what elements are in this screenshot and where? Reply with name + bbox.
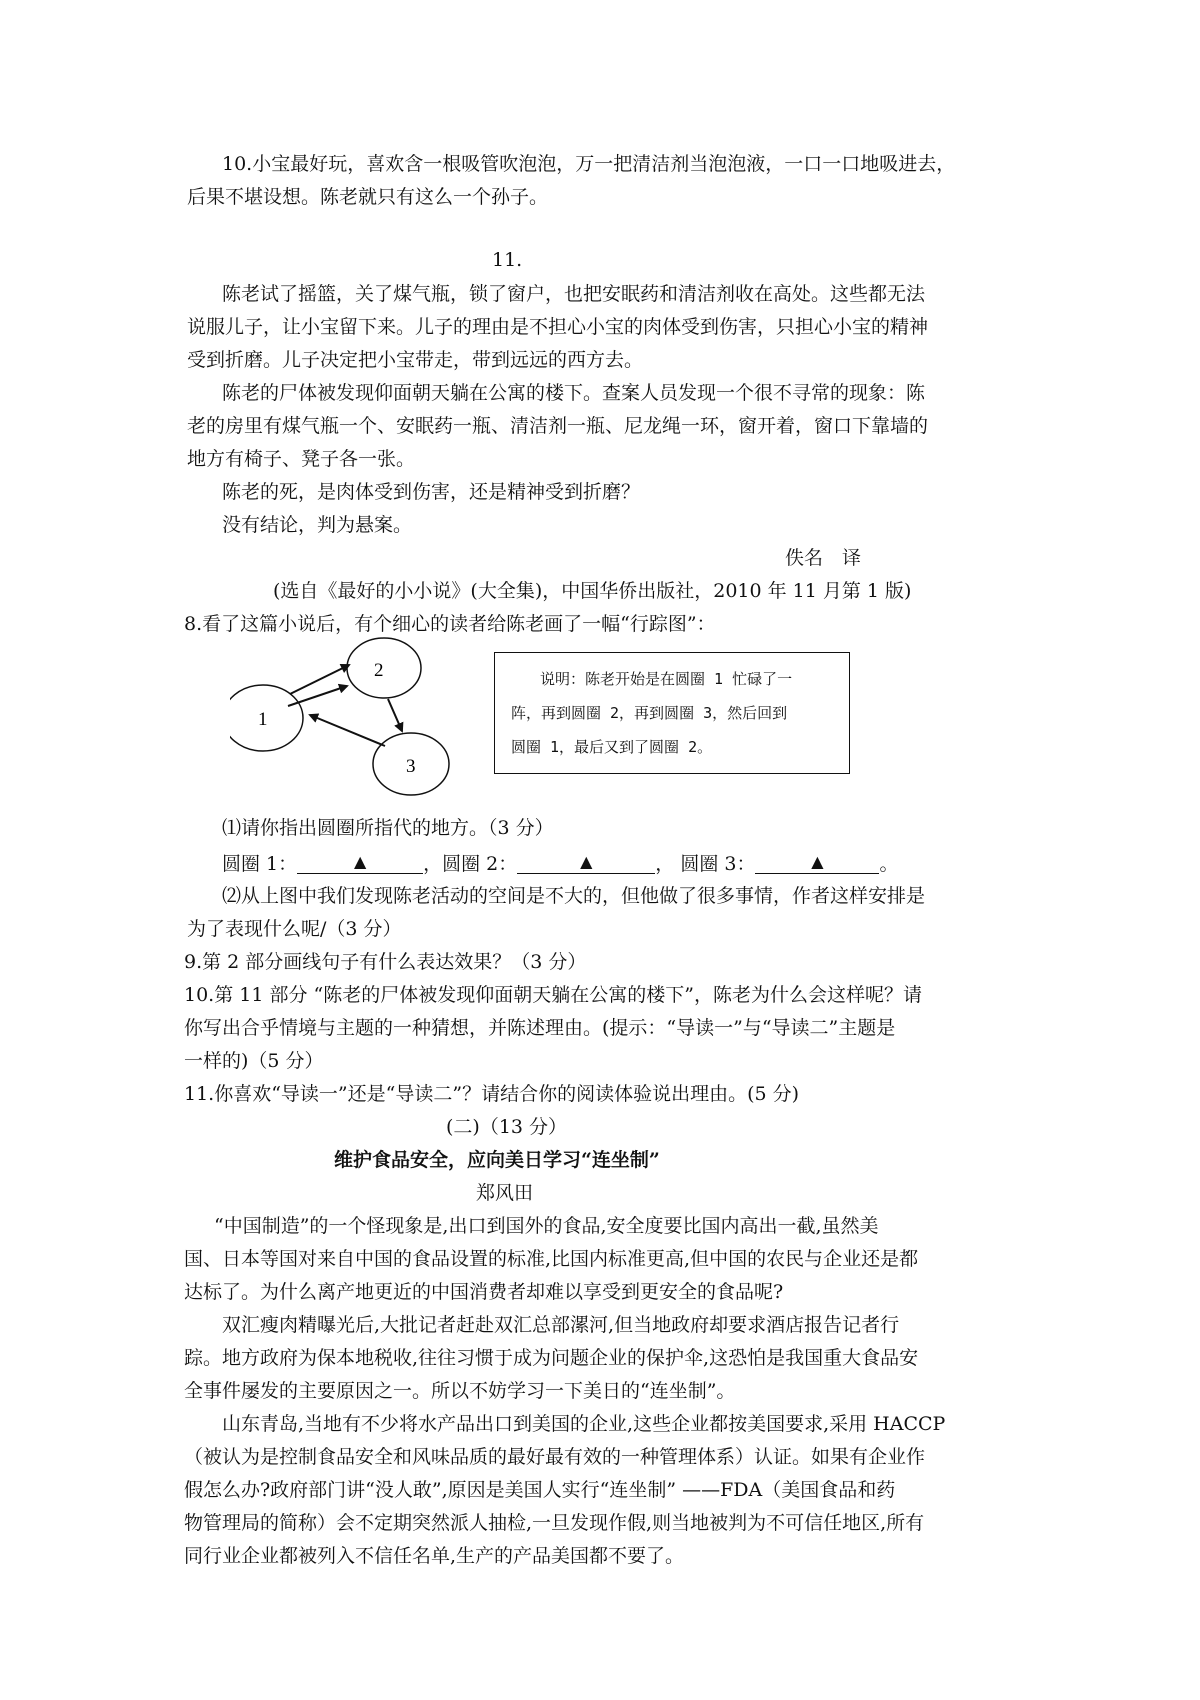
- article-paragraph-3-line-4: 物管理局的简称）会不定期突然派人抽检,一旦发现作假,则当地被判为不可信任地区,所有: [184, 1512, 925, 1534]
- article-paragraph-2-line-2: 踪。地方政府为保本地税收,往往习惯于成为问题企业的保护伞,这恐怕是我国重大食品安: [184, 1347, 919, 1369]
- circle-2: [347, 638, 421, 698]
- question-8-1: ⑴请你指出圆圈所指代的地方。（3 分）: [222, 817, 554, 839]
- section-11-heading: 11.: [492, 249, 523, 271]
- article-paragraph-1-line-2: 国、日本等国对来自中国的食品设置的标准,比国内标准更高,但中国的农民与企业还是都: [184, 1248, 919, 1270]
- article-paragraph-2-line-3: 全事件屡发的主要原因之一。所以不妨学习一下美日的“连坐制”。: [184, 1380, 736, 1402]
- diagram-note-line-3: 圆圈 1，最后又到了圆圈 2。: [511, 738, 713, 756]
- article-paragraph-3-line-5: 同行业企业都被列入不信任名单,生产的产品美国都不要了。: [184, 1545, 685, 1567]
- circle-3-label: 3: [406, 756, 416, 777]
- diagram-note-line-1: 说明：陈老开始是在圆圈 1 忙碌了一: [540, 670, 793, 688]
- article-paragraph-3-line-3: 假怎么办?政府部门讲“没人敢”,原因是美国人实行“连坐制” ——FDA（美国食品和药: [184, 1479, 896, 1501]
- paragraph-11b-line-1: 陈老的尸体被发现仰面朝天躺在公寓的楼下。查案人员发现一个很不寻常的现象：陈: [222, 382, 926, 404]
- paragraph-10-line-1: 10.小宝最好玩，喜欢含一根吸管吹泡泡，万一把清洁剂当泡泡液，一口一口地吸进去，: [222, 153, 956, 175]
- question-8-2-line-2: 为了表现什么呢/（3 分）: [187, 918, 402, 940]
- source-citation: (选自《最好的小小说》(大全集)，中国华侨出版社，2010 年 11 月第 1 版): [273, 580, 912, 602]
- paragraph-11b-line-2: 老的房里有煤气瓶一个、安眠药一瓶、清洁剂一瓶、尼龙绳一环，窗开着，窗口下靠墙的: [187, 415, 929, 437]
- article-author: 郑风田: [476, 1182, 534, 1204]
- paragraph-11c: 陈老的死，是肉体受到伤害，还是精神受到折磨？: [222, 481, 641, 503]
- circle-1-answer-blank[interactable]: [297, 853, 423, 874]
- triangle-icon: ▲: [811, 852, 824, 871]
- diagram-note-line-2: 阵，再到圆圈 2，再到圆圈 3，然后回到: [511, 704, 788, 722]
- translator-credit: 佚名 译: [785, 547, 862, 569]
- arrow-1-to-2-upper: [290, 665, 349, 694]
- circle-2-answer-blank[interactable]: [517, 853, 655, 874]
- paragraph-11a-line-1: 陈老试了摇篮，关了煤气瓶，锁了窗户，也把安眠药和清洁剂收在高处。这些都无法: [222, 283, 926, 305]
- paragraph-11a-line-3: 受到折磨。儿子决定把小宝带走，带到远远的西方去。: [187, 349, 644, 371]
- paragraph-11a-line-2: 说服儿子，让小宝留下来。儿子的理由是不担心小宝的肉体受到伤害，只担心小宝的精神: [187, 316, 929, 338]
- arrow-3-to-1: [310, 715, 385, 746]
- circle-1-prompt: 圆圈 1：: [222, 853, 298, 875]
- article-paragraph-1-line-1: “中国制造”的一个怪现象是,出口到国外的食品,安全度要比国内高出一截,虽然美: [214, 1215, 879, 1237]
- circle-2-prompt: ，圆圈 2：: [423, 853, 518, 875]
- question-10-line-3: 一样的)（5 分）: [184, 1050, 324, 1072]
- question-10-line-1: 10.第 11 部分 “陈老的尸体被发现仰面朝天躺在公寓的楼下”，陈老为什么会这样呢？请: [184, 984, 922, 1006]
- circle-3-answer-blank[interactable]: [755, 853, 879, 874]
- question-11: 11.你喜欢“导读一”还是“导读二”？请结合你的阅读体验说出理由。(5 分): [184, 1083, 800, 1105]
- triangle-icon: ▲: [580, 852, 593, 871]
- arrow-1-to-2-lower: [288, 686, 347, 706]
- circle-2-label: 2: [374, 660, 384, 681]
- question-10-line-2: 你写出合乎情境与主题的一种猜想，并陈述理由。(提示：“导读一”与“导读二”主题是: [184, 1017, 896, 1039]
- circle-1-label: 1: [258, 709, 268, 730]
- article-paragraph-3-line-1: 山东青岛,当地有不少将水产品出口到美国的企业,这些企业都按美国要求,采用 HACCP: [222, 1413, 946, 1435]
- arrow-2-to-3: [388, 699, 402, 731]
- triangle-icon: ▲: [353, 852, 367, 871]
- section-two-heading: (二)（13 分）: [446, 1116, 568, 1138]
- paragraph-11b-line-3: 地方有椅子、凳子各一张。: [187, 448, 416, 470]
- article-paragraph-2-line-1: 双汇瘦肉精曝光后,大批记者赶赴双汇总部漯河,但当地政府却要求酒店报告记者行: [222, 1314, 900, 1336]
- row-end-period: 。: [879, 853, 899, 875]
- paragraph-10-line-2: 后果不堪设想。陈老就只有这么一个孙子。: [187, 186, 549, 208]
- article-title: 维护食品安全，应向美日学习“连坐制”: [334, 1149, 660, 1171]
- circle-3-prompt: ， 圆圈 3：: [655, 853, 756, 875]
- paragraph-11d: 没有结论，判为悬案。: [222, 514, 413, 536]
- article-paragraph-1-line-3: 达标了。为什么离产地更近的中国消费者却难以享受到更安全的食品呢?: [184, 1281, 784, 1303]
- question-8: 8.看了这篇小说后，有个细心的读者给陈老画了一幅“行踪图”：: [184, 613, 716, 635]
- answer-blanks-row: [222, 853, 898, 874]
- question-9: 9.第 2 部分画线句子有什么表达效果？（3 分）: [184, 951, 587, 973]
- question-8-2-line-1: ⑵从上图中我们发现陈老活动的空间是不大的，但他做了很多事情，作者这样安排是: [222, 885, 926, 907]
- itinerary-diagram: [230, 600, 470, 800]
- article-paragraph-3-line-2: （被认为是控制食品安全和风味品质的最好最有效的一种管理体系）认证。如果有企业作: [184, 1446, 926, 1468]
